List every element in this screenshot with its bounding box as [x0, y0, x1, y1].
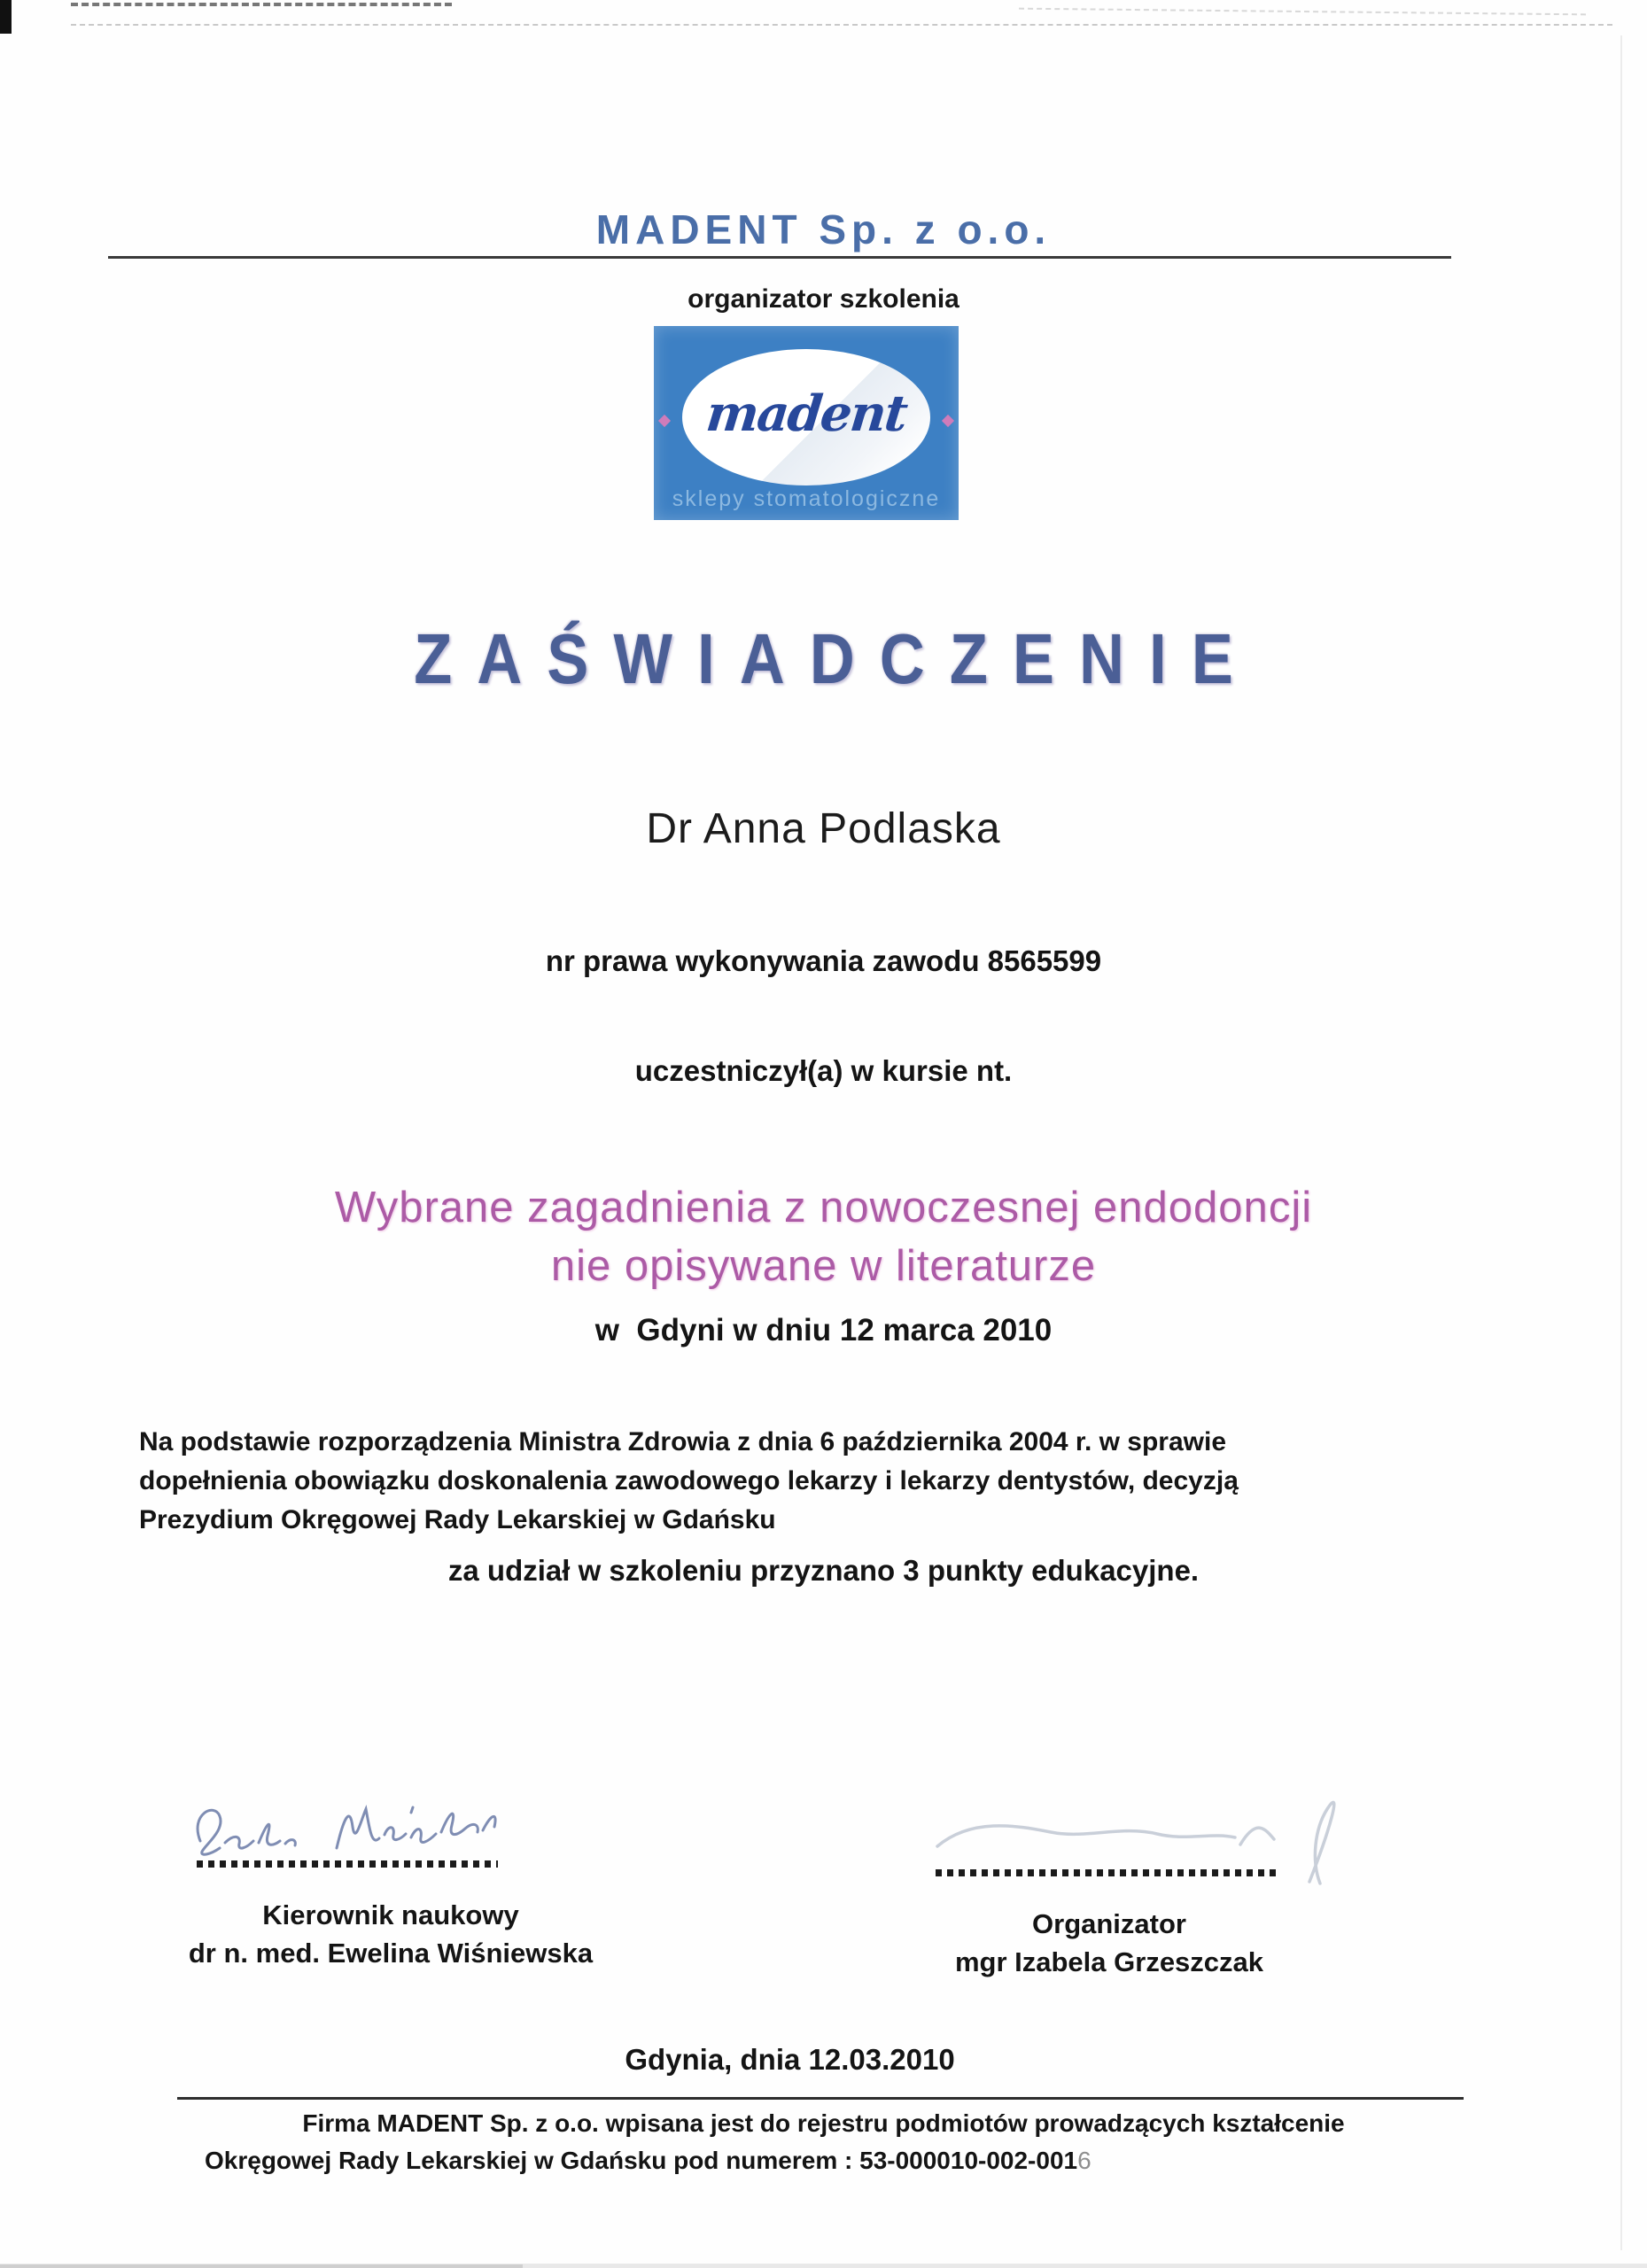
event-place-date-line: w Gdyni w dniu 12 marca 2010	[594, 1313, 1053, 1348]
signature-role-right: Organizator	[1032, 1908, 1186, 1939]
signature-role-left: Kierownik naukowy	[262, 1899, 519, 1930]
course-title-line1: Wybrane zagadnienia z nowoczesnej endodoncji	[334, 1184, 1313, 1231]
scan-corner-mark	[0, 0, 12, 34]
signature-block-right	[914, 1905, 1304, 1981]
participation-line: uczestniczył(a) w kursie nt.	[634, 1054, 1013, 1087]
scan-top-line-light	[71, 24, 1612, 26]
footer-registry-line2	[205, 2147, 1445, 2175]
document-title: ZAŚWIADCZENIE	[414, 619, 1258, 698]
scan-top-line-dark	[71, 3, 452, 6]
scan-top-squiggle	[1019, 8, 1586, 16]
education-points-line: za udział w szkoleniu przyznano 3 punkty edukacyjne.	[447, 1554, 1200, 1587]
course-title	[0, 1178, 1647, 1295]
recipient-name: Dr Anna Podlaska	[646, 805, 1001, 852]
signature-dotted-line-left	[197, 1860, 498, 1868]
footer-registry-line1: Firma MADENT Sp. z o.o. wpisana jest do rejestru podmiotów prowadzących kształcenie	[302, 2109, 1345, 2137]
logo-brand-text: madent	[703, 384, 909, 443]
license-number-line: nr prawa wykonywania zawodu 8565599	[545, 944, 1102, 977]
footer-registry-number: Okręgowej Rady Lekarskiej w Gdańsku pod numerem : 53-000010-002-001	[205, 2147, 1078, 2174]
course-title-line2: nie opisywane w literaturze	[550, 1242, 1097, 1290]
logo-tagline: sklepy stomatologiczne	[672, 486, 941, 511]
madent-logo	[654, 326, 959, 520]
scan-right-edge	[1620, 35, 1622, 2250]
signature-name-right: mgr Izabela Grzeszczak	[954, 1946, 1264, 1977]
scan-bottom-edge	[0, 2264, 1647, 2268]
issue-date-line: Gdynia, dnia 12.03.2010	[625, 2043, 955, 2076]
scan-bottom-corner	[0, 2264, 523, 2268]
signature-name-left: dr n. med. Ewelina Wiśniewska	[188, 1938, 594, 1969]
legal-basis-paragraph: Na podstawie rozporządzenia Ministra Zdrowia z dnia 6 października 2004 r. w sprawie dopełnienia obowiązku doskonalenia zawodowego lekarzy i lekarzy dentystów, decyzją Prezydium Okręgowej Rady Lekarskiej w Gdańsku	[139, 1427, 1239, 1534]
signature-block-left	[125, 1896, 656, 1972]
handwritten-signature-left	[188, 1797, 517, 1868]
footer-divider	[177, 2097, 1464, 2100]
header-divider	[108, 256, 1451, 259]
footer-registry-suffix: 6	[1077, 2147, 1092, 2174]
organizer-subtitle: organizator szkolenia	[688, 284, 959, 314]
signature-dotted-line-right	[936, 1869, 1279, 1876]
company-name: MADENT Sp. z o.o.	[595, 206, 1052, 252]
